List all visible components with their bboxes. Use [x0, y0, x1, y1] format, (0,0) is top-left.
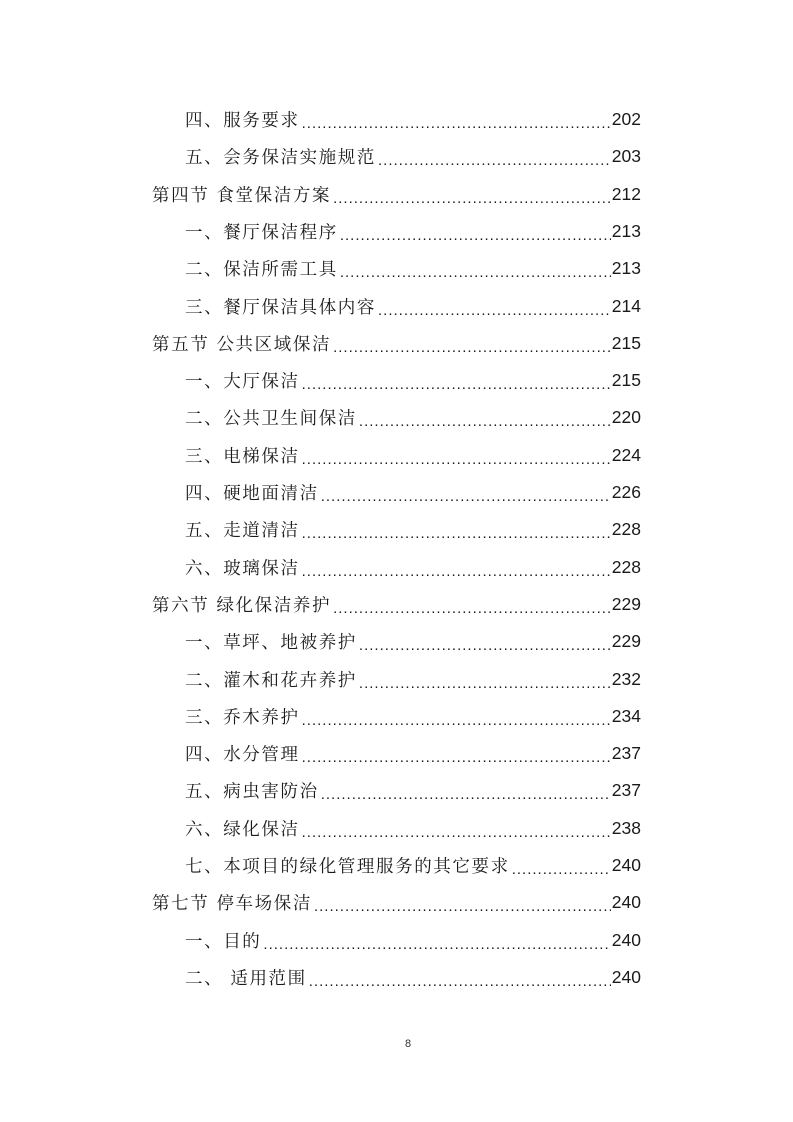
toc-entry-title: 七、本项目的绿化管理服务的其它要求 [185, 857, 510, 877]
dot-leader [359, 678, 611, 698]
toc-entry-page: 240 [611, 966, 641, 987]
toc-entry-title: 一、目的 [185, 931, 262, 952]
toc-entry-page: 240 [611, 929, 641, 950]
dot-leader [302, 566, 611, 586]
toc-entry[interactable] [185, 213, 641, 250]
dot-leader [302, 118, 611, 138]
toc-entry-page: 220 [611, 407, 641, 428]
toc-section-title: 第五节 公共区域保洁 [152, 334, 332, 355]
toc-entry-page: 228 [611, 519, 641, 540]
toc-entry-page: 240 [611, 855, 641, 875]
toc-section-page: 240 [611, 892, 641, 913]
toc-section-title: 第六节 绿化保洁养护 [152, 595, 332, 616]
toc-entry-title: 三、餐厅保洁具体内容 [185, 297, 376, 318]
dot-leader [302, 752, 611, 772]
toc-entry[interactable] [185, 511, 641, 548]
dot-leader [378, 305, 611, 325]
toc-section[interactable] [152, 884, 641, 921]
toc-entry-page: 213 [611, 220, 641, 241]
toc-entry-title: 四、服务要求 [185, 111, 300, 131]
dot-leader [333, 603, 611, 623]
toc-entry[interactable] [185, 250, 641, 287]
toc-entry-title: 五、病虫害防治 [185, 782, 319, 803]
dot-leader [309, 976, 611, 996]
toc-entry-title: 四、硬地面清洁 [185, 484, 319, 504]
toc-section[interactable] [152, 586, 641, 623]
toc-entry-page: 202 [611, 109, 641, 129]
dot-leader [302, 827, 611, 847]
toc-entry[interactable] [185, 549, 641, 586]
toc-section[interactable] [152, 176, 641, 213]
toc-entry-page: 226 [611, 482, 641, 502]
dot-leader [321, 789, 611, 809]
toc-entry-title: 四、水分管理 [185, 745, 300, 766]
dot-leader [302, 379, 611, 399]
toc-entry-page: 229 [611, 631, 641, 652]
toc-entry[interactable] [185, 847, 641, 884]
toc-entry-title: 一、餐厅保洁程序 [185, 222, 338, 243]
toc-entry[interactable] [185, 362, 641, 399]
toc-entry-page: 203 [611, 146, 641, 167]
toc-entry-page: 213 [611, 258, 641, 279]
dot-leader [302, 454, 611, 474]
toc-entry-page: 237 [611, 743, 641, 764]
toc-entry-title: 一、草坪、地被养护 [185, 633, 357, 654]
toc-entry-page: 234 [611, 705, 641, 726]
toc-section-page: 215 [611, 332, 641, 353]
page-number: 8 [404, 1038, 412, 1050]
toc-entry[interactable] [185, 288, 641, 325]
toc-section-title: 第四节 食堂保洁方案 [152, 185, 332, 206]
toc-entry-title: 三、乔木养护 [185, 707, 300, 728]
toc-entry-title: 二、保洁所需工具 [185, 260, 338, 281]
toc-entry-title: 二、灌木和花卉养护 [185, 670, 357, 691]
toc-entry-title: 二、 适用范围 [185, 968, 307, 989]
toc-entry[interactable] [185, 399, 641, 436]
dot-leader [302, 715, 611, 735]
dot-leader [340, 230, 611, 250]
toc-entry-page: 214 [611, 295, 641, 316]
toc-section[interactable] [152, 325, 641, 362]
toc-entry[interactable] [185, 437, 641, 474]
dot-leader [333, 193, 611, 213]
toc-entry-title: 一、大厅保洁 [185, 372, 300, 393]
toc-entry[interactable] [185, 138, 641, 175]
toc-section-page: 212 [611, 183, 641, 204]
toc-entry[interactable] [185, 959, 641, 996]
toc-entry-title: 六、玻璃保洁 [185, 558, 300, 579]
toc-entry-page: 232 [611, 668, 641, 689]
toc-entry[interactable] [185, 474, 641, 511]
toc-entry-page: 237 [611, 780, 641, 801]
toc-entry[interactable] [185, 735, 641, 772]
toc-entry-page: 228 [611, 556, 641, 577]
dot-leader [512, 864, 611, 884]
toc-entry[interactable] [185, 922, 641, 959]
dot-leader [302, 528, 611, 548]
dot-leader [263, 939, 610, 959]
toc-entry[interactable] [185, 772, 641, 809]
dot-leader [378, 155, 611, 175]
dot-leader [314, 901, 611, 921]
dot-leader [359, 416, 611, 436]
dot-leader [359, 640, 611, 660]
toc-entry-title: 三、电梯保洁 [185, 446, 300, 467]
toc-entry-title: 五、会务保洁实施规范 [185, 148, 376, 169]
toc-entry[interactable] [185, 698, 641, 735]
toc-entry[interactable] [185, 101, 641, 138]
toc-entry-page: 215 [611, 370, 641, 391]
dot-leader [321, 491, 611, 511]
dot-leader [333, 342, 611, 362]
toc-entry-page: 224 [611, 444, 641, 465]
dot-leader [340, 267, 611, 287]
toc-section-page: 229 [611, 593, 641, 614]
toc-section-title: 第七节 停车场保洁 [152, 894, 312, 915]
toc-entry-title: 二、公共卫生间保洁 [185, 409, 357, 430]
toc-entry[interactable] [185, 661, 641, 698]
toc-entry-page: 238 [611, 817, 641, 838]
toc-entry[interactable] [185, 810, 641, 847]
toc-entry[interactable] [185, 623, 641, 660]
toc-entry-title: 五、走道清洁 [185, 521, 300, 542]
toc-entry-title: 六、绿化保洁 [185, 819, 300, 840]
